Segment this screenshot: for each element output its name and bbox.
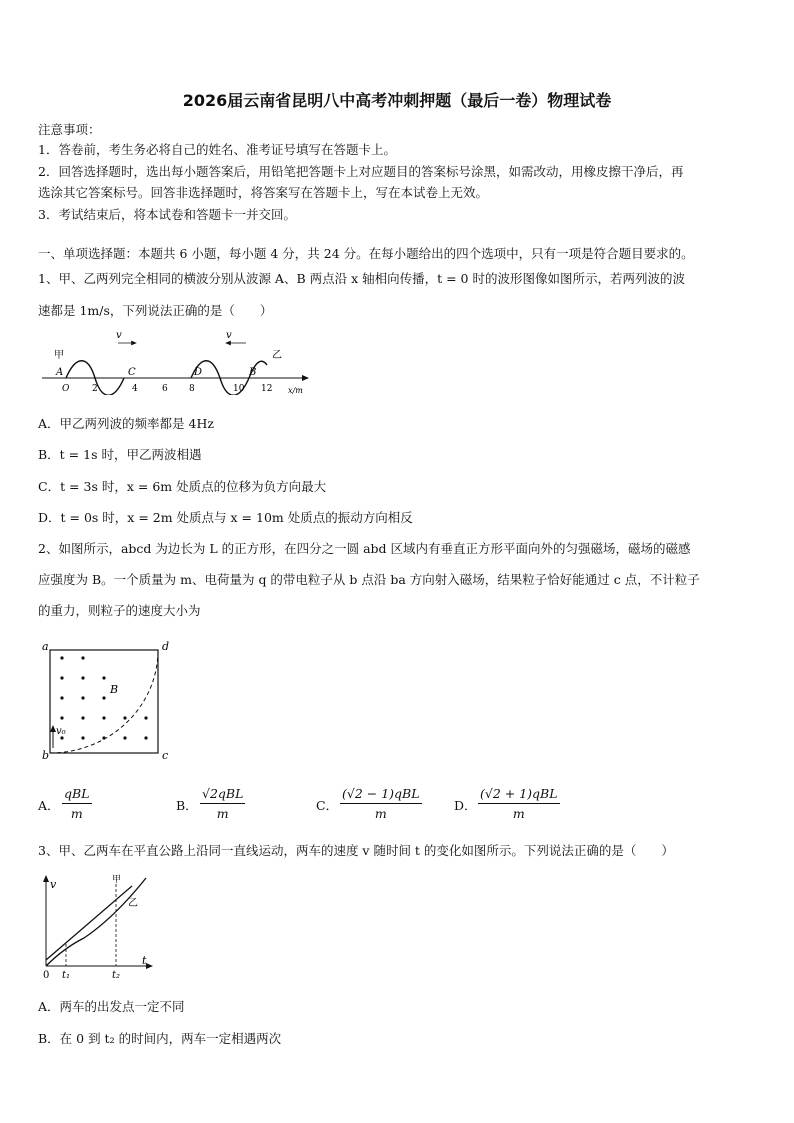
q2-option-b-fraction bbox=[200, 786, 245, 821]
field-dot bbox=[81, 736, 84, 739]
corner-d: d bbox=[162, 640, 170, 653]
field-dot bbox=[102, 716, 105, 719]
field-dot bbox=[144, 736, 147, 739]
field-dot bbox=[123, 736, 126, 739]
q1-wave-figure bbox=[36, 325, 316, 395]
field-dot bbox=[60, 676, 63, 679]
q1-option-a: A．甲乙两列波的频率都是 4Hz bbox=[38, 416, 214, 431]
corner-a: a bbox=[42, 640, 49, 653]
field-dots bbox=[60, 656, 147, 739]
point-D: D bbox=[194, 367, 203, 378]
section-heading: 一、单项选择题：本题共 6 小题，每小题 4 分，共 24 分。在每小题给出的四个选项中，只有一项是符合题目要求的。 bbox=[38, 246, 694, 261]
t2-label: t₂ bbox=[112, 970, 121, 980]
q1-option-d: D．t = 0s 时，x = 2m 处质点与 x = 10m 处质点的振动方向相反 bbox=[38, 510, 413, 525]
field-dot bbox=[60, 696, 63, 699]
label-jia: 甲 bbox=[54, 350, 64, 361]
field-dot bbox=[81, 656, 84, 659]
origin-label: 0 bbox=[43, 970, 50, 980]
label-yi: 乙 bbox=[272, 350, 282, 361]
t1-label: t₁ bbox=[62, 970, 71, 980]
q2-option-d-denominator: m bbox=[512, 806, 525, 821]
q2-option-b-numerator: √2qBL bbox=[200, 786, 245, 804]
v0-label: v₀ bbox=[56, 726, 66, 737]
q2-option-d-label: D． bbox=[454, 798, 477, 813]
tick-12: 12 bbox=[261, 384, 273, 394]
q2-option-d-fraction bbox=[478, 786, 560, 821]
q1-stem-a: 1、甲、乙两列完全相同的横波分别从波源 A、B 两点沿 x 轴相向传播，t = 0 时的波形图像如图所示，若两列波的波 bbox=[38, 271, 685, 286]
q2-option-a-numerator: qBL bbox=[62, 786, 92, 804]
q3-vt-figure bbox=[34, 868, 159, 980]
point-A: A bbox=[56, 367, 64, 378]
q2-stem-b: 应强度为 B。一个质量为 m、电荷量为 q 的带电粒子从 b 点沿 ba 方向射入磁场，结果粒子恰好能通过 c 点，不计粒子 bbox=[38, 572, 700, 587]
curve-yi bbox=[46, 878, 146, 966]
q2-field-figure bbox=[36, 638, 176, 764]
label-jia: 甲 bbox=[112, 875, 122, 885]
point-C: C bbox=[128, 367, 136, 378]
q1-option-c: C．t = 3s 时，x = 6m 处质点的位移为负方向最大 bbox=[38, 479, 327, 494]
tick-0: O bbox=[62, 384, 70, 394]
q1-option-b: B．t = 1s 时，甲乙两波相遇 bbox=[38, 447, 202, 462]
q2-option-c-label: C． bbox=[316, 798, 339, 813]
q2-option-b-denominator: m bbox=[216, 806, 229, 821]
field-dot bbox=[81, 676, 84, 679]
v-axis-label: v bbox=[50, 878, 57, 891]
axis-unit: x/m bbox=[288, 386, 303, 395]
field-dot bbox=[102, 696, 105, 699]
q2-option-d-numerator: (√2 + 1)qBL bbox=[478, 786, 560, 804]
q2-option-a-fraction bbox=[62, 786, 92, 821]
note-2b: 选涂其它答案标号。回答非选择题时，将答案写在答题卡上，写在本试卷上无效。 bbox=[38, 185, 489, 200]
field-dot bbox=[123, 716, 126, 719]
t-axis-label: t bbox=[142, 954, 147, 967]
v-label-yi: v bbox=[226, 330, 232, 341]
note-3: 3．考试结束后，将本试卷和答题卡一并交回。 bbox=[38, 207, 296, 222]
q2-stem-c: 的重力，则粒子的速度大小为 bbox=[38, 603, 201, 618]
q1-stem-b: 速都是 1m/s，下列说法正确的是（ ） bbox=[38, 303, 273, 318]
field-dot bbox=[81, 696, 84, 699]
q2-option-c-numerator: (√2 − 1)qBL bbox=[340, 786, 422, 804]
tick-6: 6 bbox=[162, 384, 168, 394]
q3-option-b: B．在 0 到 t₂ 的时间内，两车一定相遇两次 bbox=[38, 1031, 282, 1046]
point-B: B bbox=[249, 367, 257, 378]
field-dot bbox=[60, 716, 63, 719]
label-yi: 乙 bbox=[128, 898, 138, 909]
page-title: 2026届云南省昆明八中高考冲刺押题（最后一卷）物理试卷 bbox=[182, 91, 612, 110]
field-dot bbox=[102, 676, 105, 679]
field-dot bbox=[144, 716, 147, 719]
tick-10: 10 bbox=[233, 384, 245, 394]
q2-option-c-fraction bbox=[340, 786, 422, 821]
q2-option-c-denominator: m bbox=[374, 806, 387, 821]
field-dot bbox=[60, 656, 63, 659]
note-1: 1．答卷前，考生务必将自己的姓名、准考证号填写在答题卡上。 bbox=[38, 142, 396, 157]
field-B-label: B bbox=[110, 683, 119, 696]
notes-heading: 注意事项： bbox=[38, 122, 101, 137]
v-label-jia: v bbox=[116, 330, 122, 341]
tick-8: 8 bbox=[189, 384, 195, 394]
q2-stem-a: 2、如图所示，abcd 为边长为 L 的正方形，在四分之一圆 abd 区域内有垂直正方形平面向外的匀强磁场，磁场的磁感 bbox=[38, 541, 691, 556]
q3-option-a: A．两车的出发点一定不同 bbox=[38, 999, 185, 1014]
q3-stem: 3、甲、乙两车在平直公路上沿同一直线运动，两车的速度 v 随时间 t 的变化如图所示。下列说法正确的是（ ） bbox=[38, 843, 674, 858]
tick-4: 4 bbox=[132, 384, 138, 394]
q2-option-a-label: A． bbox=[38, 798, 60, 813]
corner-b: b bbox=[42, 749, 50, 762]
note-2a: 2．回答选择题时，选出每小题答案后，用铅笔把答题卡上对应题目的答案标号涂黑，如需改动，用橡皮擦干净后，再 bbox=[38, 164, 684, 179]
tick-2: 2 bbox=[92, 384, 98, 394]
field-dot bbox=[102, 736, 105, 739]
q2-option-a-denominator: m bbox=[70, 806, 83, 821]
corner-c: c bbox=[162, 749, 169, 762]
field-dot bbox=[81, 716, 84, 719]
line-jia bbox=[46, 886, 132, 960]
q2-option-b-label: B． bbox=[176, 798, 198, 813]
